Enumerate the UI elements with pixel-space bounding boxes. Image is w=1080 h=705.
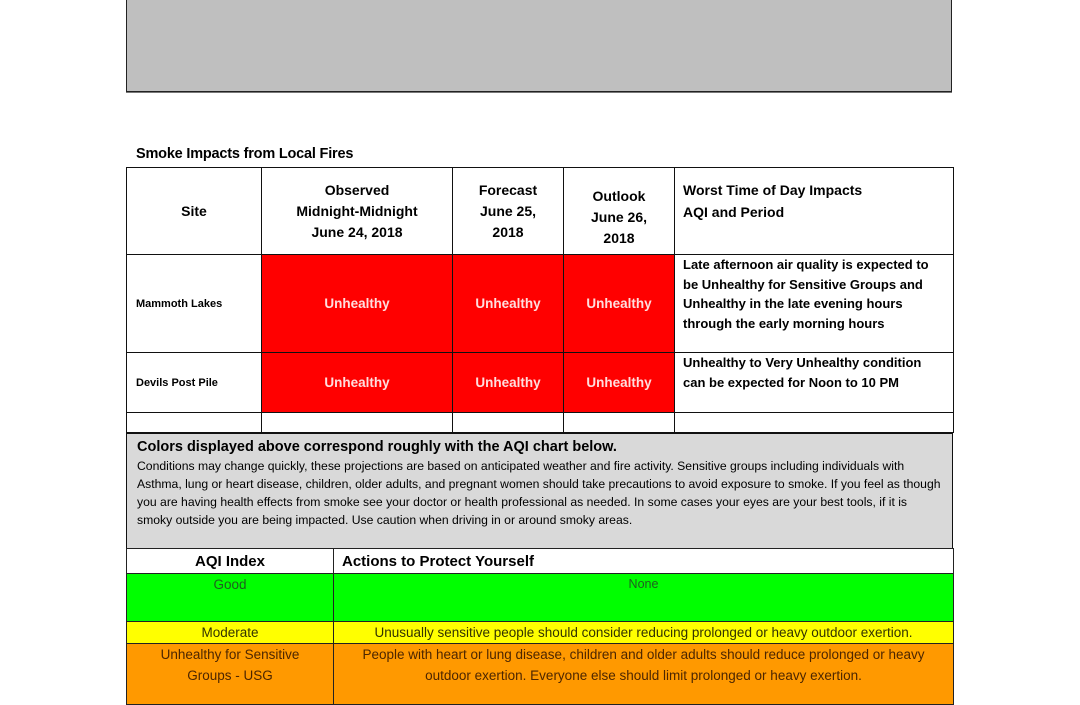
forecast-status: Unhealthy (453, 353, 564, 413)
empty-cell (453, 413, 564, 433)
header-worst-time (675, 168, 954, 255)
info-box (126, 433, 953, 549)
empty-row (127, 413, 954, 433)
header-observed (262, 168, 453, 255)
forecast-status: Unhealthy (453, 255, 564, 353)
header-observed-line: Midnight-Midnight (296, 202, 418, 219)
aqi-level: Moderate (127, 622, 334, 644)
section-title: Smoke Impacts from Local Fires (136, 146, 354, 162)
header-site: Site (127, 168, 262, 255)
info-title: Colors displayed above correspond roughly with the AQI chart below. (137, 439, 617, 455)
header-observed-line: Observed (324, 181, 390, 198)
aqi-header-row (127, 549, 954, 574)
aqi-row-good (127, 574, 954, 622)
table-row (127, 255, 954, 353)
header-worst-line: AQI and Period (683, 204, 785, 220)
aqi-row-moderate (127, 622, 954, 644)
header-worst-line: Worst Time of Day Impacts (683, 182, 863, 198)
table-header-row (127, 168, 954, 255)
site-name: Devils Post Pile (127, 353, 262, 413)
header-forecast-line: June 25, (479, 202, 537, 219)
header-forecast-line: 2018 (492, 223, 524, 240)
header-outlook-line: 2018 (603, 229, 635, 246)
empty-cell (262, 413, 453, 433)
aqi-level: Unhealthy for Sensitive Groups - USG (127, 644, 334, 705)
site-name: Mammoth Lakes (127, 255, 262, 353)
empty-cell (564, 413, 675, 433)
header-forecast (453, 168, 564, 255)
observed-status: Unhealthy (262, 255, 453, 353)
header-outlook (564, 168, 675, 255)
header-aqi-index: AQI Index (127, 549, 334, 574)
header-outlook-line: Outlook (592, 187, 646, 204)
aqi-action: None (334, 574, 954, 622)
aqi-table (126, 548, 954, 705)
worst-time-note: Unhealthy to Very Unhealthy condition can be expected for Noon to 10 PM (675, 353, 954, 413)
aqi-action: People with heart or lung disease, children and older adults should reduce prolonged or heavy outdoor exertion. Everyone else should limit prolonged or heavy exertion. (334, 644, 954, 705)
outlook-status: Unhealthy (564, 255, 675, 353)
aqi-action: Unusually sensitive people should consider reducing prolonged or heavy outdoor exertion. (334, 622, 954, 644)
aqi-row-usg (127, 644, 954, 705)
header-forecast-line: Forecast (478, 181, 538, 198)
smoke-impacts-table (126, 167, 954, 433)
info-body: Conditions may change quickly, these projections are based on anticipated weather and fire activity. Sensitive groups including individuals with Asthma, lung or heart disease, children, older adults, and pregnant women should take precautions to avoid exposure to smoke. If you feel as though you are having health effects from smoke see your doctor or health professional as needed. In some cases your eyes are your best tools, if it is smoky outside you are being impacted. Use caution when driving in or around smoky areas. (137, 459, 941, 527)
aqi-level: Good (127, 574, 334, 622)
outlook-status: Unhealthy (564, 353, 675, 413)
header-observed-line: June 24, 2018 (311, 223, 403, 240)
worst-time-note: Late afternoon air quality is expected to be Unhealthy for Sensitive Groups and Unhealthy in the late evening hours through the early morning hours (675, 255, 954, 353)
empty-cell (127, 413, 262, 433)
header-outlook-line: June 26, (590, 208, 648, 225)
observed-status: Unhealthy (262, 353, 453, 413)
header-actions: Actions to Protect Yourself (334, 549, 954, 574)
table-row (127, 353, 954, 413)
header-gray-box (126, 0, 952, 92)
empty-cell (675, 413, 954, 433)
